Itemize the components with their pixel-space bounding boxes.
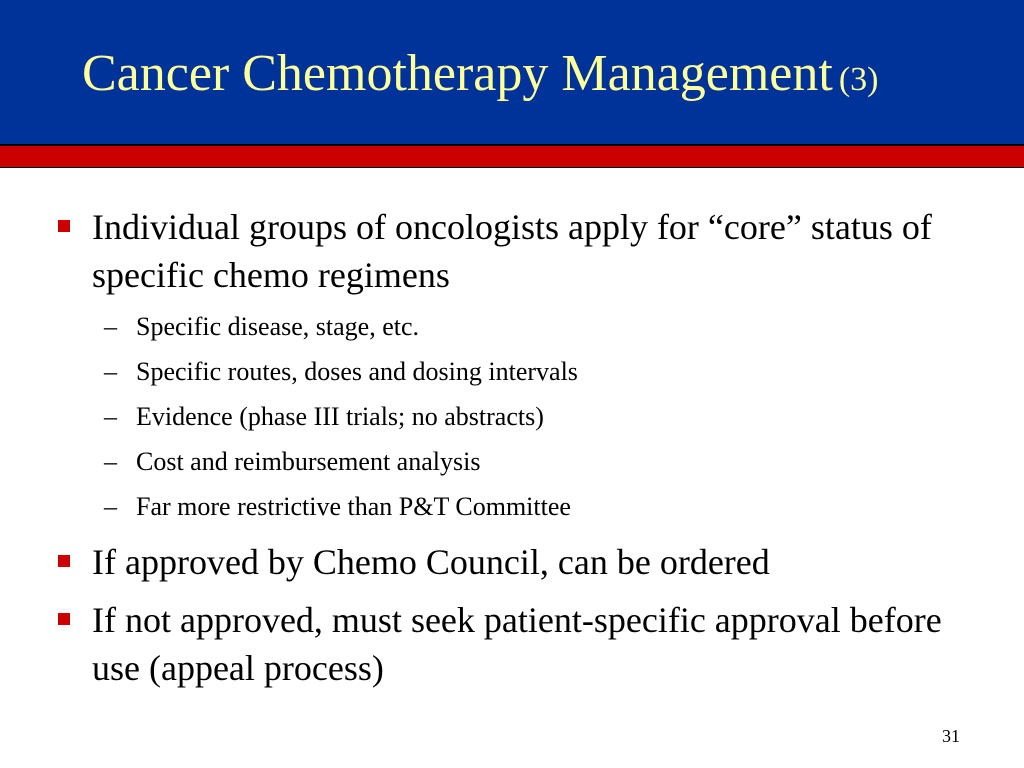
- page-number: 31: [942, 726, 960, 746]
- bullet-text-1: Individual groups of oncologists apply for “core” status of specific chemo regimens: [92, 207, 932, 295]
- square-bullet-icon: [58, 613, 70, 625]
- square-bullet-icon: [58, 220, 70, 232]
- sub-bullet-item-1: [104, 310, 924, 344]
- bullet-text-2: If approved by Chemo Council, can be ordered: [92, 542, 770, 582]
- slide-title-text: Cancer Chemotherapy Management: [82, 45, 833, 102]
- dash-bullet-icon: –: [104, 357, 117, 386]
- sub-bullet-text-3: Evidence (phase III trials; no abstracts): [136, 402, 544, 431]
- dash-bullet-icon: –: [104, 447, 117, 476]
- slide-title-suffix: (3): [838, 61, 879, 98]
- sub-bullet-item-2: [104, 355, 924, 389]
- bullet-text-3: If not approved, must seek patient-specific approval before use (appeal process): [92, 600, 942, 688]
- sub-bullet-text-1: Specific disease, stage, etc.: [136, 312, 419, 341]
- square-bullet-icon: [58, 555, 70, 567]
- dash-bullet-icon: –: [104, 492, 117, 521]
- dash-bullet-icon: –: [104, 312, 117, 341]
- bullet-item-3: [56, 596, 976, 692]
- sub-bullet-text-5: Far more restrictive than P&T Committee: [136, 492, 571, 521]
- sub-bullet-text-2: Specific routes, doses and dosing intervals: [136, 357, 578, 386]
- bullet-item-1: [56, 203, 976, 299]
- sub-bullet-item-4: [104, 445, 924, 479]
- sub-bullet-text-4: Cost and reimbursement analysis: [136, 447, 481, 476]
- dash-bullet-icon: –: [104, 402, 117, 431]
- bullet-item-2: [56, 538, 976, 586]
- sub-bullet-item-3: [104, 400, 924, 434]
- sub-bullet-item-5: [104, 490, 924, 524]
